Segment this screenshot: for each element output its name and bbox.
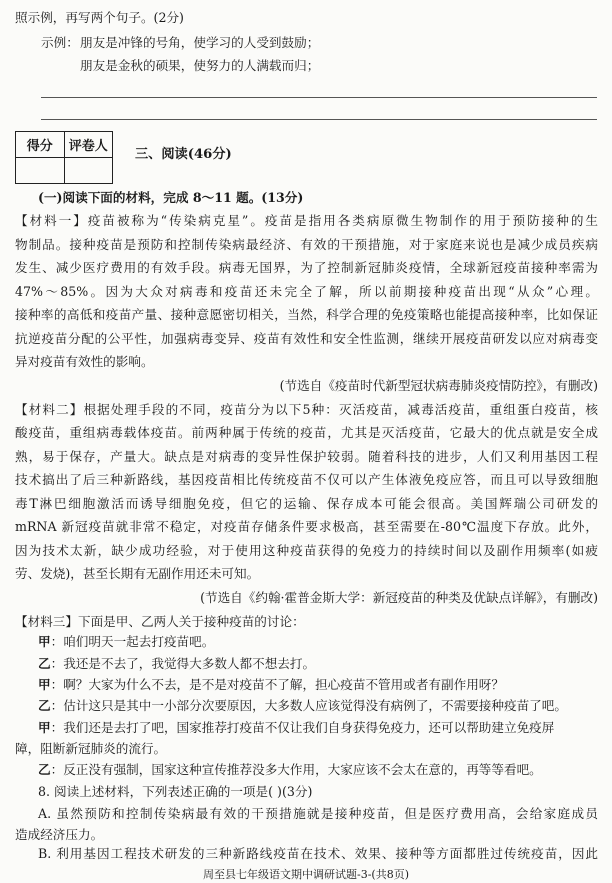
intro-line: 照示例，再写两个句子。(2分) xyxy=(15,10,184,25)
part-heading: (一)阅读下面的材料，完成 8～11 题。(13分) xyxy=(38,190,304,205)
q8-option-a-line-2: 造成经济压力。 xyxy=(15,827,104,842)
dialog-line-5-cont: 障，阻断新冠肺炎的流行。 xyxy=(15,741,167,756)
dialog-line-3 xyxy=(38,679,504,692)
utterance: ：我还是不去了，我觉得大多数人都不想去打。 xyxy=(50,656,316,671)
q8-option-a-line-1: A. 虽然预防和控制传染病最有效的干预措施就是接种疫苗，但是医疗费用高，会给家庭成员 xyxy=(38,806,598,821)
m1-line-7: 异对疫苗有效性的影响。 xyxy=(15,354,154,369)
answer-line-1 xyxy=(41,97,597,98)
m3-intro: 【材料三】下面是甲、乙两人关于接种疫苗的讨论： xyxy=(15,614,305,629)
m1-line-3: 发生、减少医疗费用的有效手段。病毒无国界，为了控制新冠肺炎疫情，全球新冠疫苗接种率需为 xyxy=(15,260,598,275)
m1-line-5: 接种率的高低和疫苗产量、接种意愿密切相关，当然，科学合理的免疫策略也能提高接种率，比如保证 xyxy=(15,307,598,322)
grader-label: 评卷人 xyxy=(64,132,113,158)
grader-cell xyxy=(64,158,113,184)
speaker: 乙 xyxy=(38,698,51,713)
utterance: ：咱们明天一起去打疫苗吧。 xyxy=(50,634,215,649)
m2-line-8: 劳、发烧)，甚至长期有无副作用还未可知。 xyxy=(15,566,260,581)
m2-line-5: 毒T淋巴细胞激活而诱导细胞免疫，但它的运输、保存成本可能会很高。美国辉瑞公司研发的 xyxy=(15,496,598,511)
utterance: ：估计这只是其中一小部分次要原因，大多数人应该觉得没有病例了，不需要接种疫苗了吧。 xyxy=(50,698,567,713)
score-cell xyxy=(16,158,65,184)
speaker: 甲 xyxy=(38,677,51,692)
speaker: 甲 xyxy=(38,720,51,735)
m2-line-2: 酸疫苗，重组病毒载体疫苗。前两种属于传统的疫苗，尤其是灭活疫苗，它最大的优点就是安全成 xyxy=(15,425,598,440)
dialog-line-5 xyxy=(38,722,554,735)
example-label: 示例： xyxy=(41,35,79,50)
m1-line-4: 47%～85%。因为大众对病毒和疫苗还未完全了解，所以前期接种疫苗出现“从众”心理。 xyxy=(15,284,598,299)
dialog-line-4 xyxy=(38,700,567,713)
m1-line-6: 抗逆疫苗分配的公平性，加强病毒变异、疫苗有效性和安全性监测，继续开展疫苗研发以应对病毒变 xyxy=(15,331,598,346)
m2-line-1: 【材料二】根据处理手段的不同，疫苗分为以下5种：灭活疫苗，减毒活疫苗，重组蛋白疫苗，核 xyxy=(15,402,598,417)
score-label: 得分 xyxy=(16,132,65,158)
m2-line-3: 熟，易于保存，产量大。缺点是对病毒的变异性保护较弱。随着科技的进步，人们又利用基因工程 xyxy=(15,449,598,464)
dialog-line-6 xyxy=(38,764,542,777)
page-footer: 周至县七年级语文期中调研试题-3-(共8页) xyxy=(202,868,409,881)
section-heading: 三、阅读(46分) xyxy=(135,147,232,162)
q8-option-b-line-1: B. 利用基因工程技术研发的三种新路线疫苗在技术、效果、接种等方面都胜过传统疫苗，因此 xyxy=(38,846,598,861)
example-sentence-1: 朋友是冲锋的号角，使学习的人受到鼓励； xyxy=(80,35,320,50)
utterance: ：反正没有强制，国家这种宣传推荐没多大作用，大家应该不会太在意的，再等等看吧。 xyxy=(50,762,542,777)
speaker: 乙 xyxy=(38,656,51,671)
dialog-line-2 xyxy=(38,658,315,671)
q8-stem: 8. 阅读上述材料，下列表述正确的一项是( )(3分) xyxy=(38,784,313,799)
m1-line-1: 【材料一】疫苗被称为“传染病克星”。疫苗是指用各类病原微生物制作的用于预防接种的生 xyxy=(15,213,598,228)
utterance: ：啊？大家为什么不去，是不是对疫苗不了解，担心疫苗不管用或者有副作用呀？ xyxy=(50,677,504,692)
speaker: 乙 xyxy=(38,762,51,777)
utterance: ：我们还是去打了吧，国家推荐打疫苗不仅让我们自身获得免疫力，还可以帮助建立免疫屏 xyxy=(50,720,555,735)
answer-line-2 xyxy=(41,119,597,120)
m2-line-6: mRNA 新冠疫苗就非常不稳定，对疫苗存储条件要求极高，甚至需要在-80℃温度下存放。此外， xyxy=(15,519,598,534)
score-box xyxy=(15,131,113,184)
speaker: 甲 xyxy=(38,634,51,649)
m1-source: (节选自《疫苗时代新型冠状病毒肺炎疫情防控》，有删改) xyxy=(279,378,598,393)
m1-line-2: 物制品。接种疫苗是预防和控制传染病最经济、有效的干预措施，对于家庭来说也是减少成员疾病 xyxy=(15,237,598,252)
m2-line-4: 技术搞出了后三种新路线，基因疫苗相比传统疫苗不仅可以产生体液免疫应答，而且可以导致细胞 xyxy=(15,472,598,487)
example-sentence-2: 朋友是金秋的硕果，使努力的人满载而归； xyxy=(80,58,320,73)
dialog-line-1 xyxy=(38,636,214,649)
m2-line-7: 因为技术太新，缺少成功经验，对于使用这种疫苗获得的免疫力的持续时间以及副作用频率(如疲 xyxy=(15,543,598,558)
m2-source: (节选自《约翰·霍普金斯大学：新冠疫苗的种类及优缺点详解》，有删改) xyxy=(200,590,598,605)
